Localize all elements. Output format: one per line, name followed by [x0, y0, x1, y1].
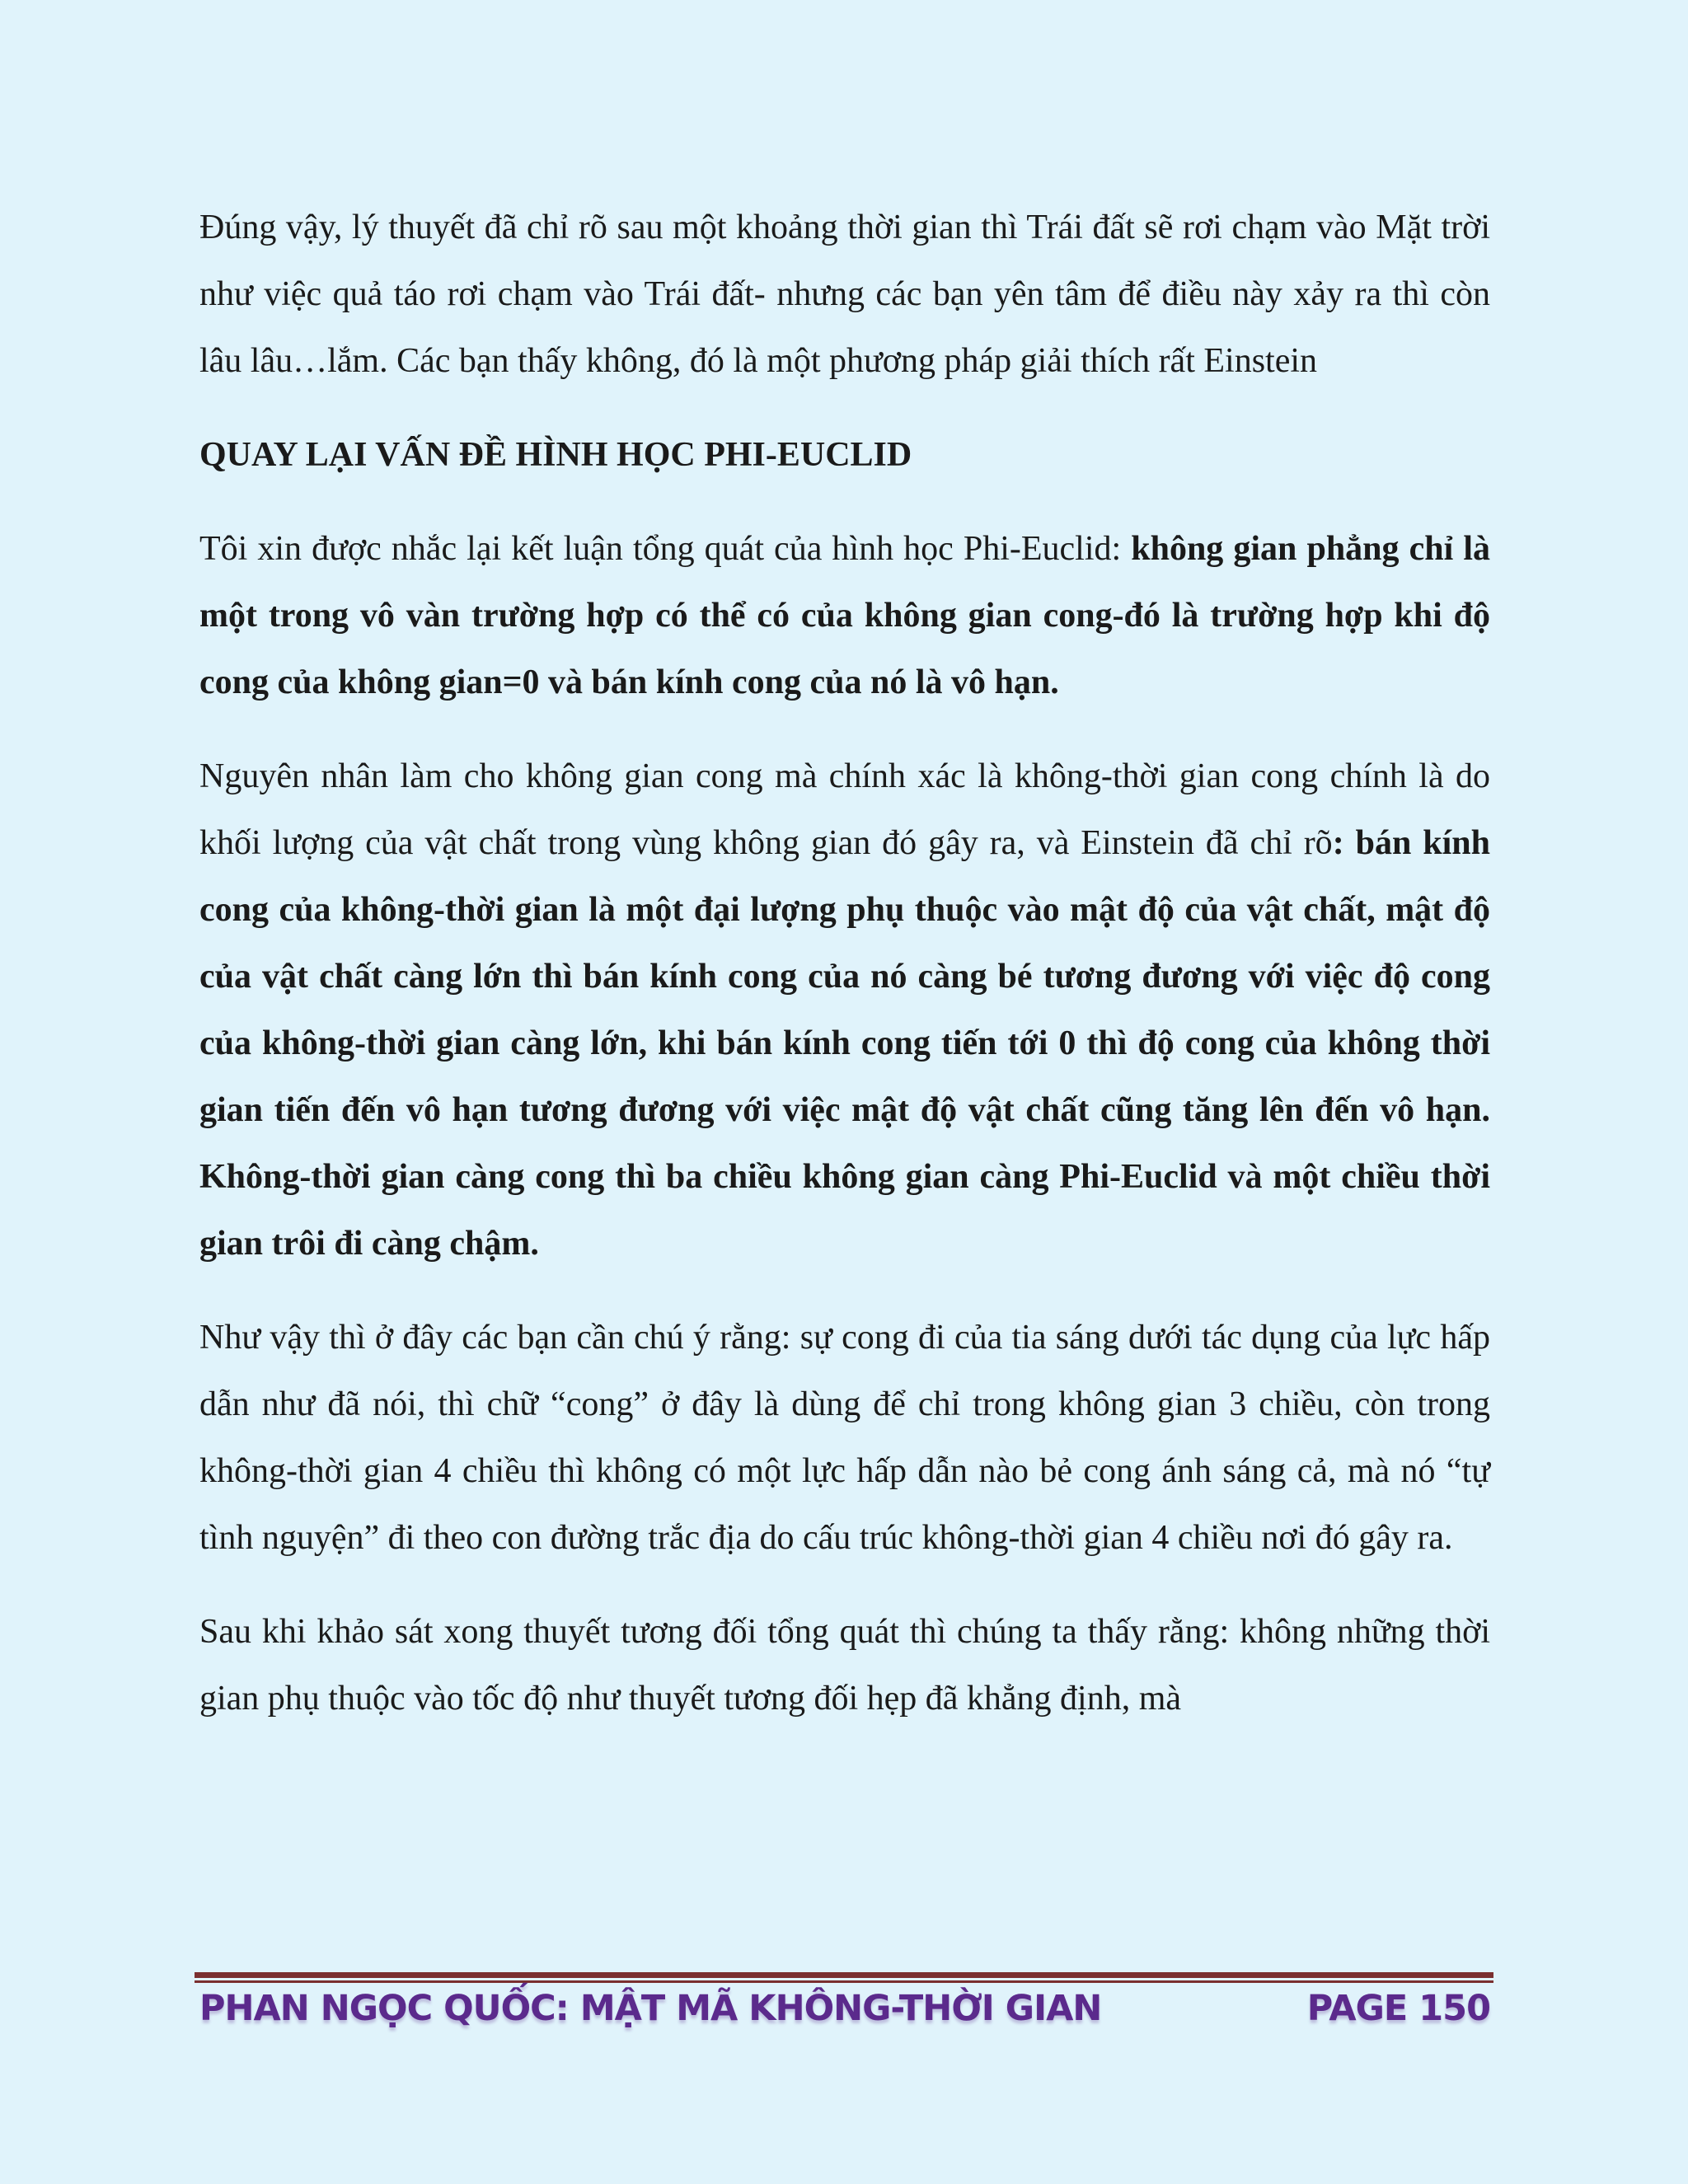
paragraph-2: [199, 516, 1490, 716]
paragraph-3-normal: Nguyên nhân làm cho không gian cong mà chính xác là không-thời gian cong chính là do khối lượng của vật chất trong vùng không gian đó gây ra, và Einstein đã chỉ rõ: [199, 757, 1490, 862]
paragraph-2-bold: không gian phẳng chỉ là một trong vô vàn trường hợp có thể có của không gian cong-đó là trường hợp khi độ cong của không gian=0 và bán kính cong của nó là vô hạn.: [199, 530, 1491, 701]
paragraph-4: Như vậy thì ở đây các bạn cần chú ý rằng: sự cong đi của tia sáng dưới tác dụng của lực hấp dẫn như đã nói, thì chữ “cong” ở đây là dùng để chỉ trong không gian 3 chiều, còn trong không-thời gian 4 chiều thì không có một lực hấp dẫn nào bẻ cong ánh sáng cả, mà nó “tự tình nguyện” đi theo con đường trắc địa do cấu trúc không-thời gian 4 chiều nơi đó gây ra.: [199, 1319, 1490, 1557]
footer-divider: [195, 1972, 1493, 1983]
paragraph-1: Đúng vậy, lý thuyết đã chỉ rõ sau một khoảng thời gian thì Trái đất sẽ rơi chạm vào Mặt trời như việc quả táo rơi chạm vào Trái đất- nhưng các bạn yên tâm để điều này xảy ra thì còn lâu lâu…lắm. Các bạn thấy không, đó là một phương pháp giải thích rất Einstein: [199, 209, 1490, 380]
paragraph-3: [199, 743, 1490, 1277]
footer-page-number: PAGE 150: [1306, 1988, 1490, 2029]
page-body: [199, 194, 1490, 1760]
footer-divider-thin: [195, 1980, 1493, 1983]
paragraph-3-bold: : bán kính cong của không-thời gian là một đại lượng phụ thuộc vào mật độ của vật chất, mật độ của vật chất càng lớn thì bán kính cong của nó càng bé tương đương với việc độ cong của không-thời gian càng lớn, khi bán kính cong tiến tới 0 thì độ cong của không thời gian tiến đến vô hạn tương đương với việc mật độ vật chất cũng tăng lên đến vô hạn. Không-thời gian càng cong thì ba chiều không gian càng Phi-Euclid và một chiều thời gian trôi đi càng chậm.: [199, 824, 1490, 1263]
paragraph-5: Sau khi khảo sát xong thuyết tương đối tổng quát thì chúng ta thấy rằng: không những thời gian phụ thuộc vào tốc độ như thuyết tương đối hẹp đã khẳng định, mà: [199, 1613, 1490, 1718]
footer-divider-thick: [195, 1972, 1493, 1978]
section-heading: QUAY LẠI VẤN ĐỀ HÌNH HỌC PHI-EUCLID: [199, 436, 912, 474]
page-footer: [199, 1988, 1490, 2037]
footer-book-title: PHAN NGỌC QUỐC: MẬT MÃ KHÔNG-THỜI GIAN: [199, 1988, 1102, 2029]
paragraph-2-normal: Tôi xin được nhắc lại kết luận tổng quát của hình học Phi-Euclid:: [199, 530, 1132, 568]
